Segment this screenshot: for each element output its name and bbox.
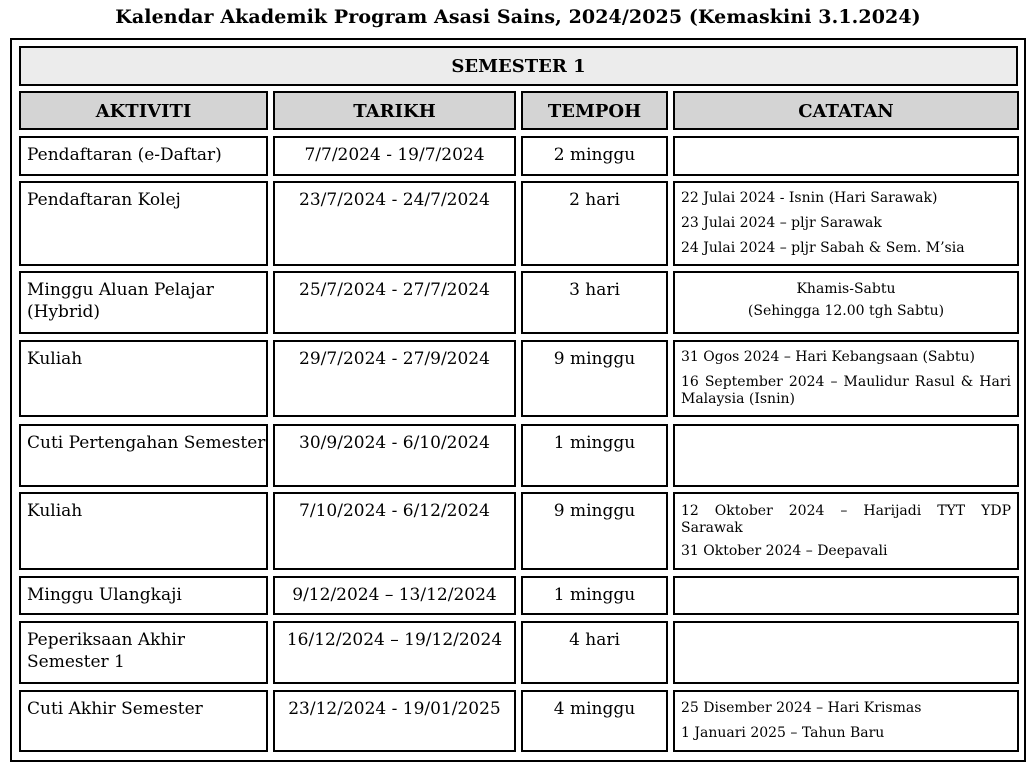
row-5-aktiviti bbox=[19, 424, 268, 487]
tarikh-text: 25/7/2024 - 27/7/2024 bbox=[299, 280, 490, 300]
catatan-line: 31 Ogos 2024 – Hari Kebangsaan (Sabtu) bbox=[681, 349, 975, 365]
tarikh-text: 29/7/2024 - 27/9/2024 bbox=[299, 349, 490, 369]
row-3-aktiviti bbox=[19, 271, 268, 334]
aktiviti-text: Cuti Pertengahan Semester bbox=[27, 433, 266, 453]
header-aktiviti bbox=[19, 91, 268, 130]
row-9-tarikh bbox=[273, 690, 516, 752]
row-8-tempoh bbox=[521, 621, 668, 684]
row-4-tarikh bbox=[273, 340, 516, 417]
tempoh-text: 1 minggu bbox=[553, 585, 636, 605]
catatan-line: 23 Julai 2024 – pljr Sarawak bbox=[681, 215, 882, 231]
header-tarikh-label: TARIKH bbox=[353, 101, 436, 122]
tarikh-text: 23/12/2024 - 19/01/2025 bbox=[288, 699, 501, 719]
header-aktiviti-label: AKTIVITI bbox=[95, 101, 192, 122]
row-4-aktiviti bbox=[19, 340, 268, 417]
row-9-catatan bbox=[673, 690, 1019, 752]
catatan-line: 12 Oktober 2024 – Harijadi TYT YDP Sarawak bbox=[681, 503, 1011, 536]
row-7-tarikh bbox=[273, 576, 516, 615]
row-8-catatan bbox=[673, 621, 1019, 684]
catatan-line: 25 Disember 2024 – Hari Krismas bbox=[681, 700, 922, 716]
row-8-tarikh bbox=[273, 621, 516, 684]
aktiviti-text: Pendaftaran (e-Daftar) bbox=[27, 145, 222, 165]
row-1-aktiviti bbox=[19, 136, 268, 176]
header-tempoh bbox=[521, 91, 668, 130]
row-3-catatan bbox=[673, 271, 1019, 334]
aktiviti-text: Minggu Ulangkaji bbox=[27, 585, 182, 605]
row-1-tarikh bbox=[273, 136, 516, 176]
row-1-catatan bbox=[673, 136, 1019, 176]
row-2-catatan bbox=[673, 181, 1019, 266]
row-9-aktiviti bbox=[19, 690, 268, 752]
row-2-aktiviti bbox=[19, 181, 268, 266]
row-4-tempoh bbox=[521, 340, 668, 417]
tempoh-text: 2 hari bbox=[569, 190, 620, 210]
row-2-tempoh bbox=[521, 181, 668, 266]
header-catatan-label: CATATAN bbox=[798, 101, 894, 122]
header-tarikh bbox=[273, 91, 516, 130]
catatan-line: (Sehingga 12.00 tgh Sabtu) bbox=[747, 303, 945, 319]
catatan-line: 22 Julai 2024 - Isnin (Hari Sarawak) bbox=[681, 190, 938, 206]
tarikh-text: 7/7/2024 - 19/7/2024 bbox=[304, 145, 485, 165]
document-title: Kalendar Akademik Program Asasi Sains, 2024/2025 (Kemaskini 3.1.2024) bbox=[115, 6, 921, 28]
tempoh-text: 4 minggu bbox=[553, 699, 636, 719]
header-tempoh-label: TEMPOH bbox=[547, 101, 642, 122]
aktiviti-text: Pendaftaran Kolej bbox=[27, 190, 181, 210]
header-catatan bbox=[673, 91, 1019, 130]
row-1-tempoh bbox=[521, 136, 668, 176]
tarikh-text: 9/12/2024 – 13/12/2024 bbox=[292, 585, 497, 605]
row-9-tempoh bbox=[521, 690, 668, 752]
row-5-catatan bbox=[673, 424, 1019, 487]
row-3-tempoh bbox=[521, 271, 668, 334]
row-6-aktiviti bbox=[19, 492, 268, 570]
tarikh-text: 30/9/2024 - 6/10/2024 bbox=[299, 433, 490, 453]
tempoh-text: 9 minggu bbox=[553, 349, 636, 369]
tarikh-text: 7/10/2024 - 6/12/2024 bbox=[299, 501, 490, 521]
aktiviti-text: Kuliah bbox=[27, 501, 83, 521]
row-5-tarikh bbox=[273, 424, 516, 487]
tarikh-text: 23/7/2024 - 24/7/2024 bbox=[299, 190, 490, 210]
catatan-line: 1 Januari 2025 – Tahun Baru bbox=[681, 725, 885, 741]
aktiviti-text: Kuliah bbox=[27, 349, 83, 369]
row-7-aktiviti bbox=[19, 576, 268, 615]
row-8-aktiviti bbox=[19, 621, 268, 684]
row-5-tempoh bbox=[521, 424, 668, 487]
tempoh-text: 3 hari bbox=[569, 280, 620, 300]
aktiviti-text: Peperiksaan Akhir Semester 1 bbox=[27, 630, 185, 672]
tempoh-text: 9 minggu bbox=[553, 501, 636, 521]
tempoh-text: 2 minggu bbox=[553, 145, 636, 165]
row-7-catatan bbox=[673, 576, 1019, 615]
semester-label: SEMESTER 1 bbox=[451, 56, 586, 77]
row-6-catatan bbox=[673, 492, 1019, 570]
row-6-tempoh bbox=[521, 492, 668, 570]
catatan-line: 31 Oktober 2024 – Deepavali bbox=[681, 543, 888, 559]
row-6-tarikh bbox=[273, 492, 516, 570]
row-2-tarikh bbox=[273, 181, 516, 266]
catatan-line: Khamis-Sabtu bbox=[796, 281, 896, 297]
semester-banner bbox=[19, 46, 1018, 86]
aktiviti-text: Cuti Akhir Semester bbox=[27, 699, 203, 719]
catatan-line: 24 Julai 2024 – pljr Sabah & Sem. M’sia bbox=[681, 240, 965, 256]
catatan-line: 16 September 2024 – Maulidur Rasul & Hari Malaysia (Isnin) bbox=[681, 374, 1011, 407]
row-7-tempoh bbox=[521, 576, 668, 615]
row-4-catatan bbox=[673, 340, 1019, 417]
row-3-tarikh bbox=[273, 271, 516, 334]
tarikh-text: 16/12/2024 – 19/12/2024 bbox=[286, 630, 503, 650]
tempoh-text: 1 minggu bbox=[553, 433, 636, 453]
aktiviti-text: Minggu Aluan Pelajar (Hybrid) bbox=[27, 280, 214, 322]
tempoh-text: 4 hari bbox=[569, 630, 620, 650]
